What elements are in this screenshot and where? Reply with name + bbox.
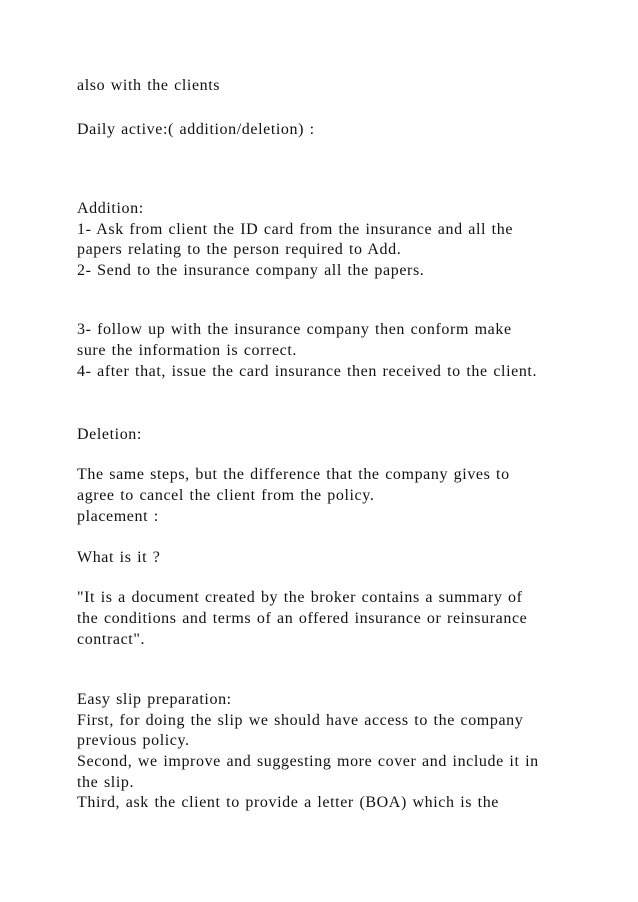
section-heading-deletion: Deletion: <box>77 426 142 443</box>
text-line: the slip. <box>77 774 135 791</box>
text-line: The same steps, but the difference that the company gives to <box>77 466 510 483</box>
text-line: 4- after that, issue the card insurance then received to the client. <box>77 363 538 380</box>
text-line: Second, we improve and suggesting more cover and include it in <box>77 753 539 770</box>
text-line: 3- follow up with the insurance company then conform make <box>77 321 512 338</box>
text-line: contract". <box>77 631 146 648</box>
text-line: First, for doing the slip we should have access to the company <box>77 712 524 729</box>
text-line: "It is a document created by the broker contains a summary of <box>77 589 523 606</box>
text-line: also with the clients <box>77 77 221 94</box>
text-line: papers relating to the person required to Add. <box>77 241 402 258</box>
section-heading-placement: placement : <box>77 508 159 525</box>
text-line: sure the information is correct. <box>77 342 298 359</box>
text-line: the conditions and terms of an offered insurance or reinsurance <box>77 610 528 627</box>
text-line: Daily active:( addition/deletion) : <box>77 121 315 138</box>
text-line: Third, ask the client to provide a letter (BOA) which is the <box>77 794 500 811</box>
text-line: 2- Send to the insurance company all the papers. <box>77 262 425 279</box>
text-line: agree to cancel the client from the policy. <box>77 487 375 504</box>
section-heading-slip: Easy slip preparation: <box>77 691 232 708</box>
section-heading-addition: Addition: <box>77 200 144 217</box>
text-line: previous policy. <box>77 732 190 749</box>
text-line: 1- Ask from client the ID card from the insurance and all the <box>77 221 514 238</box>
text-line: What is it ? <box>77 549 161 566</box>
